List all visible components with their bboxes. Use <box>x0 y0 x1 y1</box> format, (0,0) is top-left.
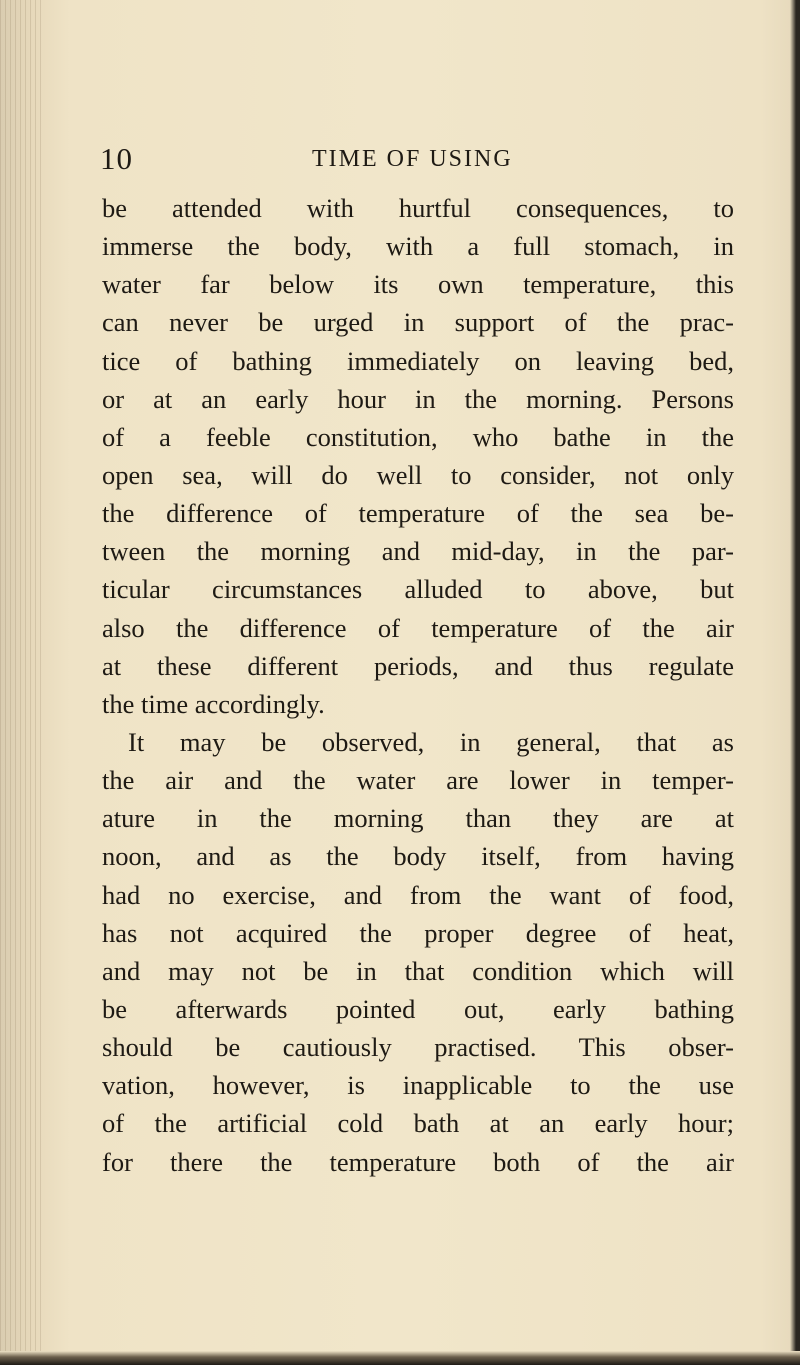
text-line: the time accordingly. <box>102 688 325 719</box>
running-head: TIME OF USING <box>312 146 513 172</box>
text-line: noon, and as the body itself, from having <box>102 841 734 872</box>
text-line: the difference of temperature of the sea be- <box>102 498 734 529</box>
text-line: also the difference of temperature of the air <box>102 612 734 643</box>
text-line: should be cautiously practised. This obser- <box>102 1032 734 1063</box>
page-header <box>0 139 800 179</box>
page-number: 10 <box>100 141 133 176</box>
text-line: be afterwards pointed out, early bathing <box>102 993 734 1024</box>
text-line: be attended with hurtful consequences, to <box>102 193 734 223</box>
text-line: open sea, will do well to consider, not only <box>102 459 734 490</box>
text-line: the air and the water are lower in temper- <box>102 765 734 796</box>
text-line: can never be urged in support of the prac- <box>102 307 734 338</box>
page-gutter <box>0 0 44 1365</box>
text-line: tween the morning and mid-day, in the par- <box>102 536 734 567</box>
text-line: immerse the body, with a full stomach, in <box>102 231 734 262</box>
text-line: tice of bathing immediately on leaving bed, <box>102 345 734 376</box>
text-line: has not acquired the proper degree of heat, <box>102 917 734 948</box>
text-line: vation, however, is inapplicable to the use <box>102 1070 734 1101</box>
text-line: ature in the morning than they are at <box>102 803 734 834</box>
text-line: and may not be in that condition which will <box>102 955 734 986</box>
text-line: or at an early hour in the morning. Persons <box>102 383 734 414</box>
text-line: at these different periods, and thus regulate <box>102 650 734 681</box>
page-bottom-edge <box>0 1351 800 1365</box>
text-line: for there the temperature both of the air <box>102 1146 734 1177</box>
paragraph-start-line: It may be observed, in general, that as <box>128 726 734 757</box>
text-line: of a feeble constitution, who bathe in the <box>102 421 734 452</box>
text-line: water far below its own temperature, this <box>102 269 734 300</box>
text-line: had no exercise, and from the want of food, <box>102 879 734 910</box>
text-line: ticular circumstances alluded to above, but <box>102 574 734 605</box>
text-line: of the artificial cold bath at an early hour; <box>102 1108 734 1139</box>
body-text <box>102 189 734 1181</box>
